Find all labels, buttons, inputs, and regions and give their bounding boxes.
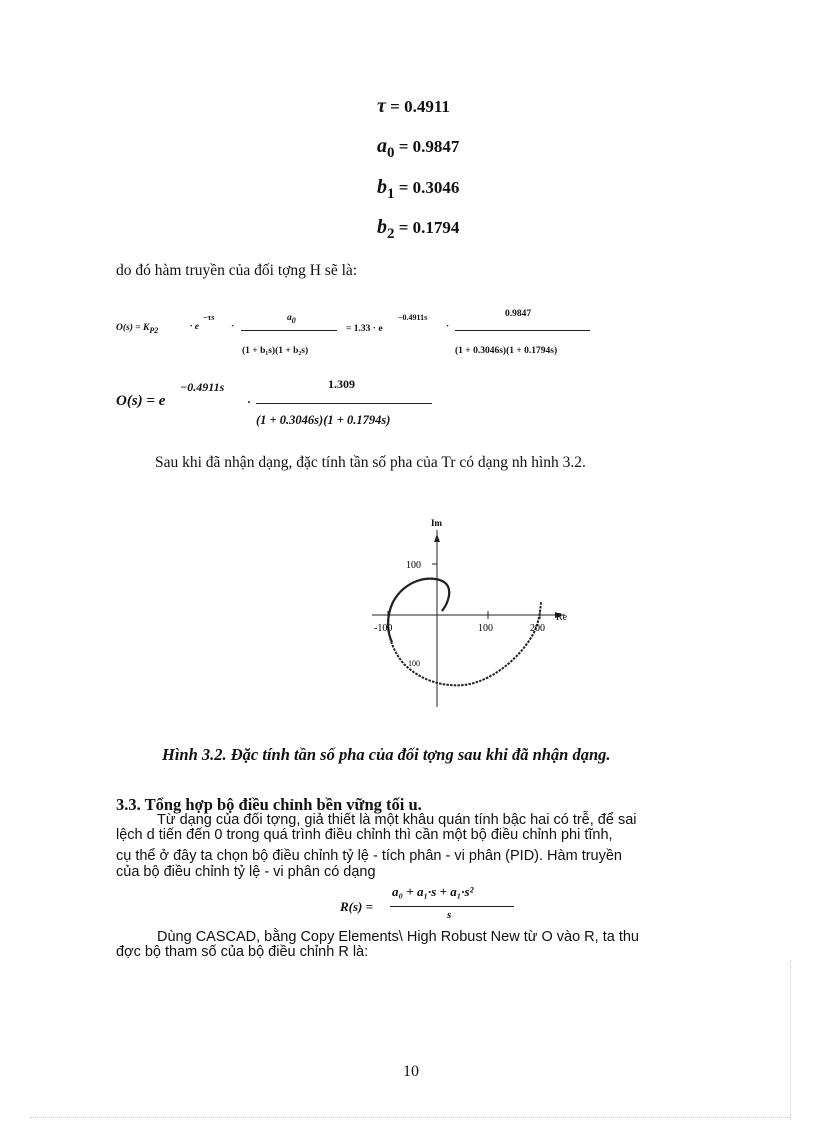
eq1-num2: 0.9847 <box>505 309 532 319</box>
eq1-exp2: −0.4911s <box>398 313 428 322</box>
eq2-num: 1.309 <box>328 377 355 391</box>
x-tick-neg-label: -100 <box>374 623 393 634</box>
param-tau: τ = 0.4911 <box>377 95 450 117</box>
eq1-den2: (1 + 0.3046s)(1 + 0.1794s) <box>455 346 558 356</box>
eq1-dot1: · e <box>190 322 199 332</box>
param-a0: $a_0 = 0.9847$ <box>377 135 460 161</box>
intro-line: do đó hàm truyền của đối tợng H sẽ là: <box>116 262 358 279</box>
eq1-fraction-bar-1 <box>241 330 337 331</box>
section-line-6: đợc bộ tham số của bộ điều chỉnh R là: <box>116 944 369 960</box>
section-line-2: lệch d tiến đến 0 trong quá trình điều chỉnh thì cần một bộ điều chỉnh phi tĩnh, <box>116 827 613 843</box>
figure-caption: Hình 3.2. Đặc tính tần số pha của đối tợng sau khi đã nhận dạng. <box>162 745 611 764</box>
param-b1: $b_1 = 0.3046$ <box>377 176 460 202</box>
x-tick-200-label: 200 <box>530 623 545 634</box>
paragraph-1: Sau khi đã nhận dạng, đặc tính tần số pha của Tr có dạng nh hình 3.2. <box>155 454 586 471</box>
frequency-response-curve <box>388 579 541 686</box>
eq1-num1: $a_0$ <box>287 313 296 325</box>
eq1-dot3: · <box>446 322 450 332</box>
section-line-1: Từ dạng của đối tợng, giả thiết là một khâu quán tính bậc hai có trễ, để sai <box>157 812 637 828</box>
eq2-dot: · <box>247 395 252 409</box>
y-tick-bottom-label: 100 <box>408 659 420 668</box>
frequency-response-curve-solid <box>388 579 449 642</box>
x-axis-label: Re <box>556 612 568 623</box>
section-line-3: cụ thể ở đây ta chọn bộ điều chỉnh tỷ lệ - tích phân - vi phân (PID). Hàm truyền <box>116 848 622 864</box>
eq2-den: (1 + 0.3046s)(1 + 0.1794s) <box>256 413 391 427</box>
section-heading: 3.3. Tổng hợp bộ điều chỉnh bền vững tối u. <box>116 795 422 814</box>
y-axis-arrow <box>434 534 440 542</box>
eqR-fraction-bar <box>390 906 514 907</box>
page-number: 10 <box>403 1063 419 1080</box>
eqR-num: a₀ + a₁·s + a₁·s² <box>392 884 474 899</box>
section-line-5: Dùng CASCAD, bằng Copy Elements\ High Robust New từ O vào R, ta thu <box>157 929 639 945</box>
eq2-exp: −0.4911s <box>180 380 225 394</box>
eq1-exp1: −τs <box>203 313 215 322</box>
y-axis-label: Im <box>431 518 442 528</box>
eq1-equals: = 1.33 · e <box>346 324 383 334</box>
nyquist-plot <box>360 512 580 712</box>
eq1-dot2: · <box>231 322 235 332</box>
eq1-lhs: $O(s) = K_{P2}$ <box>116 323 159 335</box>
eq1-fraction-bar-2 <box>455 330 590 331</box>
eq1-den1: (1 + b₁s)(1 + b₂s) <box>242 346 309 356</box>
y-tick-top-label: 100 <box>406 560 421 571</box>
page-edge-dotted-right <box>790 960 791 1120</box>
eq2-fraction-bar <box>256 403 432 404</box>
page-edge-dotted-bottom <box>30 1117 790 1118</box>
x-tick-100-label: 100 <box>478 623 493 634</box>
eqR-lhs: R(s) = <box>340 899 374 914</box>
param-b2: $b_2 = 0.1794$ <box>377 216 460 242</box>
eqR-den: s <box>447 909 452 921</box>
eq2-lhs: O(s) = e <box>116 393 166 409</box>
section-line-4: của bộ điều chỉnh tỷ lệ - vi phân có dạng <box>116 864 376 880</box>
